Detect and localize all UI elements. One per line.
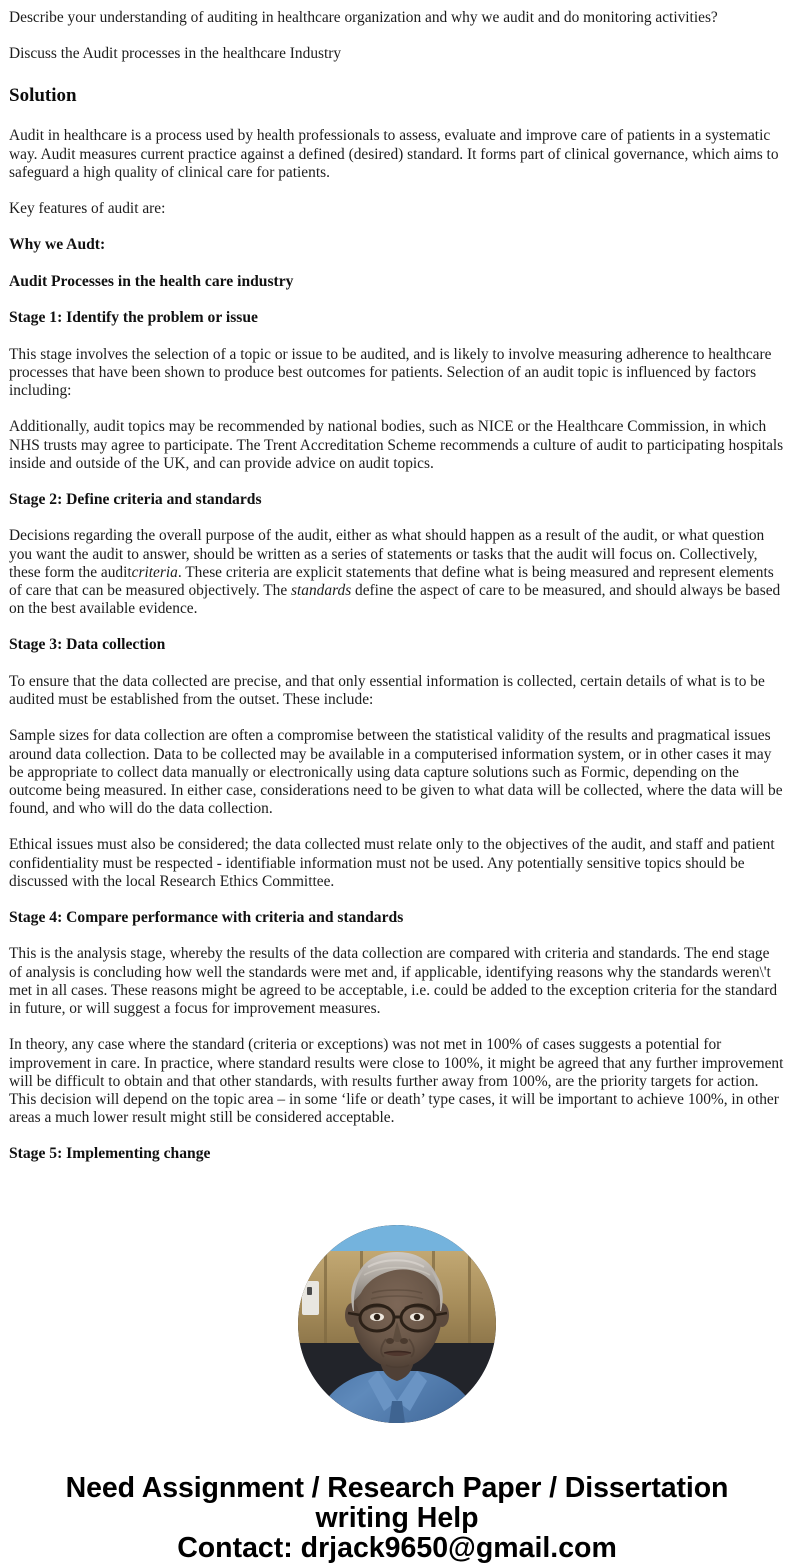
stage-2-paragraph xyxy=(9,518,785,627)
audit-processes-heading: Audit Processes in the health care industry xyxy=(9,272,294,290)
stage-3-heading: Stage 3: Data collection xyxy=(9,636,166,654)
stage-1-paragraph-2: Additionally, audit topics may be recommended by national bodies, such as NICE or the Healthcare Commission, in which NHS trusts may agree to participate. The Trent Accreditation Scheme recommends a culture of audit to participating hospitals inside and outside of the UK, and can provide advice on audit topics. xyxy=(9,418,784,472)
avatar-container xyxy=(9,1173,785,1423)
key-features-line: Key features of audit are: xyxy=(9,200,166,218)
stage-2-italic-criteria: criteria xyxy=(131,563,178,581)
prompt-question-1: Describe your understanding of auditing in healthcare organization and why we audit and do monitoring activities? xyxy=(9,9,718,26)
stage-3-paragraph-1: To ensure that the data collected are precise, and that only essential information is collected, certain details of what is to be audited must be established from the outset. These include: xyxy=(9,672,765,709)
footer-line-2: writing Help xyxy=(315,1501,479,1534)
stage-2-heading: Stage 2: Define criteria and standards xyxy=(9,490,262,508)
stage-5-heading: Stage 5: Implementing change xyxy=(9,1145,211,1163)
stage-1-paragraph-1: This stage involves the selection of a topic or issue to be audited, and is likely to involve measuring adherence to healthcare processes that have been shown to produce best outcomes for patients. Selection of an audit topic is influenced by factors including: xyxy=(9,345,772,400)
stage-2-text-part-1: Decisions regarding the overall purpose of the audit, either as what should happen as a result of the audit, or what question you want the audit to answer, should be written as a series of statements or tasks that the audit will focus on. Collectively, these form the audit xyxy=(9,527,765,581)
footer-line-1: Need Assignment / Research Paper / Dissertation xyxy=(65,1471,729,1504)
intro-paragraph: Audit in healthcare is a process used by health professionals to assess, evaluate and improve care of patients in a systematic way. Audit measures current practice against a defined (desired) standard. It forms part of clinical governance, which aims to safeguard a high quality of clinical care for patients. xyxy=(9,127,779,181)
stage-3-paragraph-3: Ethical issues must also be considered; the data collected must relate only to the objectives of the audit, and staff and patient confidentiality must be respected - identifiable information must not be used. Any potentially sensitive topics should be discussed with the local Research Ethics Committee. xyxy=(9,836,775,890)
avatar-portrait-image xyxy=(298,1225,496,1423)
footer-cta xyxy=(9,1423,785,1564)
stage-2-italic-standards: standards xyxy=(291,582,352,600)
why-we-audit-heading: Why we Audt: xyxy=(9,236,106,254)
stage-2-text-part-3: define the aspect of care to be measured, and should always be based on the best available evidence. xyxy=(9,582,781,618)
stage-2-text-part-2: . These criteria are explicit statements that define what is being measured and represent elements of care that can be measured objectively. The xyxy=(9,563,774,600)
stage-1-heading: Stage 1: Identify the problem or issue xyxy=(9,309,258,327)
stage-4-heading: Stage 4: Compare performance with criteria and standards xyxy=(9,908,404,926)
solution-heading: Solution xyxy=(9,85,77,107)
stage-3-paragraph-2: Sample sizes for data collection are often a compromise between the statistical validity of the results and pragmatical issues around data collection. Data to be collected may be available in a computerised information system, or in other cases it may be appropriate to collect data manually or electronically using data capture solutions such as Formic, depending on the outcome being measured. In either case, considerations need to be given to what data will be collected, where the data will be found, and who will do the data collection. xyxy=(9,727,783,818)
stage-4-paragraph-1: This is the analysis stage, whereby the results of the data collection are compared with criteria and standards. The end stage of analysis is concluding how well the standards were met and, if applicable, identifying reasons why the standards weren\'t met in all cases. These reasons might be agreed to be acceptable, i.e. could be added to the exception criteria for the standard in future, or will suggest a focus for improvement measures. xyxy=(9,945,778,1018)
avatar xyxy=(298,1225,496,1423)
prompt-question-2: Discuss the Audit processes in the healthcare Industry xyxy=(9,45,342,63)
stage-4-paragraph-2: In theory, any case where the standard (criteria or exceptions) was not met in 100% of cases suggests a potential for improvement in care. In practice, where standard results were close to 100%, it might be agreed that any further improvement will be difficult to obtain and that other standards, with results further away from 100%, are the priority targets for action. This decision will depend on the topic area – in some ‘life or death’ type cases, it will be important to achieve 100%, in other areas a much lower result might still be considered acceptable. xyxy=(9,1036,784,1127)
footer-contact-email: Contact: drjack9650@gmail.com xyxy=(177,1531,617,1564)
